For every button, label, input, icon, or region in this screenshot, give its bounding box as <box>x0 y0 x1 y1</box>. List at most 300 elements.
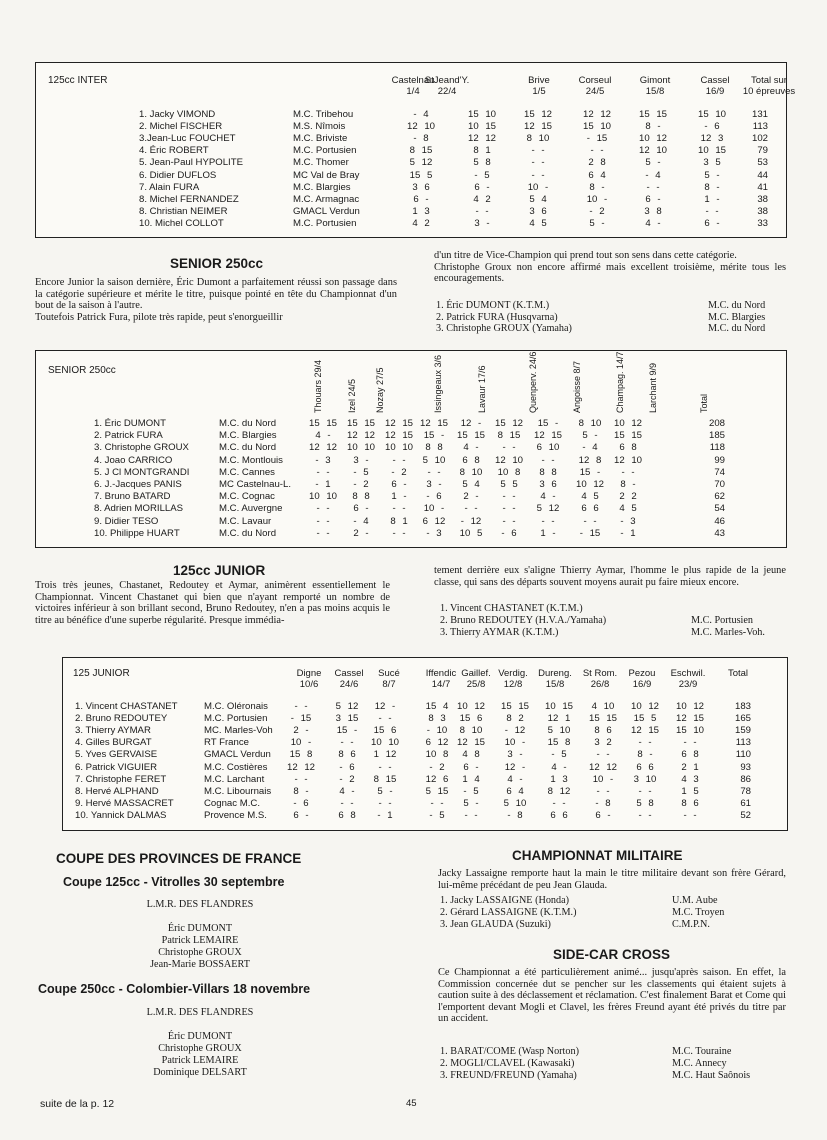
table-row <box>63 749 787 761</box>
rider-name: 10. Yannick DALMAS <box>75 809 167 821</box>
score-cell: 8 - <box>645 121 661 133</box>
score-cell: - 12 <box>460 515 482 527</box>
score-cell: 15 15 <box>500 701 529 712</box>
score-cell: - - <box>646 181 660 193</box>
column-header-name: Iffendic <box>425 668 457 679</box>
total-cell: 86 <box>740 773 751 785</box>
footer-continued: suite de la p. 12 <box>40 1098 115 1110</box>
table-row <box>63 701 787 713</box>
table-row <box>63 774 787 786</box>
militaire-podium-club: M.C. Troyen <box>672 906 725 918</box>
total-cell: 131 <box>751 109 768 120</box>
rider-name: 10. Michel COLLOT <box>139 217 224 229</box>
score-cell: 10 15 <box>467 121 496 133</box>
total-cell: 93 <box>740 761 751 773</box>
score-cell: - - <box>638 809 652 821</box>
table-row <box>36 109 786 121</box>
score-cell: 12 12 <box>588 761 617 773</box>
score-cell: 8 8 <box>425 442 443 454</box>
score-cell: 10 12 <box>638 133 667 145</box>
score-cell: 10 12 <box>613 418 642 429</box>
score-cell: - 5 <box>551 749 567 761</box>
rider-name: 7. Christophe FERET <box>75 773 167 785</box>
score-cell: - - <box>583 515 597 527</box>
column-header-name: Total <box>727 668 749 679</box>
score-cell: 15 5 <box>633 713 657 725</box>
column-header-date: 10/6 <box>299 679 319 690</box>
score-cell: 10 12 <box>575 479 604 490</box>
club-name: M.C. Thomer <box>293 157 349 169</box>
score-cell: - - <box>638 785 652 797</box>
table-row <box>36 418 786 430</box>
total-cell: 70 <box>714 479 725 490</box>
score-cell: 4 5 <box>581 491 599 503</box>
rider-name: 8. Hervé ALPHAND <box>75 785 159 797</box>
total-cell: 118 <box>709 442 725 454</box>
table-row <box>36 133 786 145</box>
table-row <box>36 194 786 206</box>
junior-podium-rider: 1. Vincent CHASTANET (K.T.M.) <box>440 603 583 614</box>
column-header-name: Corseul <box>578 75 612 86</box>
sidecar-podium-rider: 3. FREUND/FREUND (Yamaha) <box>440 1069 577 1081</box>
score-cell: 10 - <box>586 193 608 205</box>
score-cell: 8 10 <box>459 466 483 478</box>
score-cell: 10 12 <box>630 701 659 712</box>
total-cell: 44 <box>757 169 768 181</box>
score-cell: - 15 <box>586 133 608 145</box>
column-header-date: 24/6 <box>339 679 359 690</box>
score-cell: 4 2 <box>412 217 430 229</box>
score-cell: 15 12 <box>494 418 523 429</box>
score-cell: - 8 <box>507 809 523 821</box>
rider-name: 3. Christophe GROUX <box>94 442 189 454</box>
table-row <box>36 170 786 182</box>
senior-podium-club: M.C. Blargies <box>708 311 766 323</box>
senior-table-title: SENIOR 250cc <box>48 365 116 376</box>
club-name: M.C. Oléronais <box>204 701 268 712</box>
score-cell: 12 15 <box>456 737 485 749</box>
score-cell: 8 - <box>293 785 309 797</box>
score-cell: - 4 <box>413 109 429 120</box>
total-cell: 113 <box>752 121 768 133</box>
rider-name: 10. Philippe HUART <box>94 527 180 539</box>
table-row <box>63 725 787 737</box>
rider-name: 8. Adrien MORILLAS <box>94 503 184 515</box>
column-header-name: Verdig. <box>498 668 528 679</box>
junior-para-left: Trois très jeunes, Chastanet, Redoutey et Aymar, animèrent essentiellement le Championnat. Vincent Chastanet qui bien que n'ayant remporté un nombre de victoires inférieur à son brillant second, Bruno Redoutey, n'en a pas moins acquis le titre au bénéfice d'une superbe régularité. Presque immédia- <box>35 580 390 626</box>
score-cell: - 5 <box>463 785 479 797</box>
table-row <box>63 762 787 774</box>
score-cell: 12 12 <box>308 442 337 454</box>
score-cell: 6 - <box>463 761 479 773</box>
score-cell: 6 12 <box>425 737 449 749</box>
sidecar-podium-rider: 2. MOGLI/CLAVEL (Kawasaki) <box>440 1057 575 1069</box>
club-name: MC Castelnau-L. <box>219 479 291 490</box>
score-cell: - 8 <box>595 797 611 809</box>
table-row <box>36 528 786 540</box>
score-cell: 5 12 <box>536 503 560 515</box>
score-cell: 10 8 <box>497 466 521 478</box>
column-header: Champag. 14/7 <box>615 351 625 413</box>
table-row <box>36 467 786 479</box>
score-cell: 6 6 <box>581 503 599 515</box>
column-header-date: 16/9 <box>705 86 725 97</box>
score-cell: 15 - <box>537 418 559 429</box>
club-name: M.C. Larchant <box>204 773 265 785</box>
score-cell: 8 8 <box>352 491 370 503</box>
coupe-125-title: Coupe 125cc - Vitrolles 30 septembre <box>63 875 285 889</box>
column-header-name: StJeand'Y. <box>424 75 470 86</box>
score-cell: 12 12 <box>467 133 496 145</box>
rider-name: 5. Yves GERVAISE <box>75 749 158 761</box>
score-cell: 5 - <box>377 785 393 797</box>
score-cell: 15 15 <box>456 430 485 442</box>
score-cell: 5 - <box>582 430 598 442</box>
militaire-para: Jacky Lassaigne remporte haut la main le titre militaire devant son frère Gérard, lui-même précédant de peu Jean Glauda. <box>438 868 786 891</box>
junior-table-title: 125 JUNIOR <box>73 668 130 679</box>
score-cell: 15 8 <box>289 749 313 761</box>
senior-para-right: d'un titre de Vice-Champion qui prend tout son sens dans cette catégorie. Christophe Groux non encore affirmé mais excellent troisième, mérite tous les encouragements. <box>434 250 786 285</box>
column-header-date: 12/8 <box>503 679 523 690</box>
score-cell: 3 6 <box>412 181 430 193</box>
page-number: 45 <box>406 1098 417 1109</box>
coupe-250-team: L.M.R. DES FLANDRES <box>146 1007 254 1018</box>
club-name: GMACL Verdun <box>204 749 271 761</box>
score-cell: 4 - <box>507 773 523 785</box>
score-cell: 2 2 <box>619 491 637 503</box>
score-cell: 5 8 <box>636 797 654 809</box>
score-cell: 12 8 <box>578 454 602 466</box>
score-cell: - - <box>378 797 392 809</box>
score-cell: 15 15 <box>638 109 667 120</box>
total-cell: 54 <box>714 503 725 515</box>
score-cell: 10 15 <box>544 701 573 712</box>
score-cell: 10 10 <box>346 442 375 454</box>
rider-name: 4. Éric ROBERT <box>139 145 209 157</box>
score-cell: 10 - <box>592 773 614 785</box>
sidecar-title: SIDE-CAR CROSS <box>553 947 671 962</box>
score-cell: - - <box>316 466 330 478</box>
militaire-title: CHAMPIONNAT MILITAIRE <box>512 848 683 863</box>
score-cell: 1 4 <box>462 773 480 785</box>
score-cell: 3 6 <box>539 479 557 490</box>
score-cell: 6 - <box>704 217 720 229</box>
score-cell: 4 - <box>463 442 479 454</box>
score-cell: 10 8 <box>425 749 449 761</box>
score-cell: - - <box>464 503 478 515</box>
score-cell: 6 8 <box>338 809 356 821</box>
score-cell: - - <box>475 205 489 217</box>
score-cell: 12 10 <box>638 145 667 157</box>
column-header-date: 23/9 <box>678 679 698 690</box>
score-cell: 12 15 <box>384 418 413 429</box>
score-cell: 4 - <box>645 217 661 229</box>
coupe-rider: Christophe GROUX <box>158 947 242 958</box>
score-cell: - 2 <box>353 479 369 490</box>
score-cell: 10 5 <box>459 527 483 539</box>
senior-podium-club: M.C. du Nord <box>708 300 766 311</box>
score-cell: 12 12 <box>346 430 375 442</box>
column-header-name: Dureng. <box>538 668 572 679</box>
column-header-date: 1/5 <box>532 86 546 97</box>
score-cell: 8 1 <box>473 145 491 157</box>
junior-podium-rider: 3. Thierry AYMAR (K.T.M.) <box>440 626 559 638</box>
score-cell: 15 15 <box>308 418 337 429</box>
score-cell: - - <box>541 515 555 527</box>
column-header-name: Digne <box>296 668 322 679</box>
club-name: M.C. Portusien <box>293 145 357 157</box>
column-header-date: 10 épreuves <box>742 86 796 97</box>
table-row <box>63 798 787 810</box>
table-row <box>36 145 786 157</box>
score-cell: 8 2 <box>506 713 524 725</box>
total-cell: 33 <box>757 217 768 229</box>
score-cell: 6 - <box>645 193 661 205</box>
score-cell: 5 4 <box>529 193 547 205</box>
score-cell: 6 - <box>413 193 429 205</box>
table-row <box>36 218 786 230</box>
rider-name: 6. Didier DUFLOS <box>139 169 217 181</box>
score-cell: 15 - <box>423 430 445 442</box>
column-header <box>407 75 487 97</box>
score-cell: 12 15 <box>533 430 562 442</box>
score-cell: - - <box>294 701 308 712</box>
inter-table <box>35 62 796 238</box>
table-row <box>36 121 786 133</box>
score-cell: 15 15 <box>346 418 375 429</box>
score-cell: 15 15 <box>588 713 617 725</box>
club-name: M.C. Blargies <box>219 430 277 442</box>
score-cell: 15 10 <box>467 109 496 120</box>
score-cell: 6 - <box>595 809 611 821</box>
coupe-rider: Christophe GROUX <box>158 1043 242 1054</box>
score-cell: - 2 <box>391 466 407 478</box>
coupe-title: COUPE DES PROVINCES DE FRANCE <box>56 851 302 866</box>
score-cell: 6 8 <box>681 749 699 761</box>
score-cell: 5 - <box>704 169 720 181</box>
score-cell: - - <box>531 169 545 181</box>
score-cell: - 2 <box>589 205 605 217</box>
total-cell: 99 <box>714 454 725 466</box>
club-name: M.C. du Nord <box>219 527 277 539</box>
column-header-name: Pezou <box>628 668 656 679</box>
militaire-podium-club: C.M.P.N. <box>672 918 710 930</box>
junior-section-title: 125cc JUNIOR <box>173 563 266 578</box>
score-cell: 4 8 <box>462 749 480 761</box>
score-cell: - - <box>427 466 441 478</box>
score-cell: 10 - <box>290 737 312 749</box>
score-cell: - 6 <box>426 491 442 503</box>
score-cell: 10 - <box>527 181 549 193</box>
score-cell: 8 8 <box>539 466 557 478</box>
score-cell: - - <box>621 466 635 478</box>
junior-table <box>62 657 788 831</box>
rider-name: 2. Bruno REDOUTEY <box>75 713 168 725</box>
club-name: RT France <box>204 737 249 749</box>
coupe-250-title: Coupe 250cc - Colombier-Villars 18 novembre <box>38 982 311 996</box>
score-cell: 12 15 <box>384 430 413 442</box>
score-cell: 15 10 <box>675 725 704 737</box>
score-cell: - 3 <box>315 454 331 466</box>
table-row <box>36 491 786 503</box>
score-cell: 3 2 <box>594 737 612 749</box>
club-name: M.C. Auvergne <box>219 503 283 515</box>
rider-name: 9. Hervé MASSACRET <box>75 797 174 809</box>
score-cell: - - <box>596 785 610 797</box>
column-header-name: Gimont <box>639 75 671 86</box>
sidecar-podium-club: M.C. Touraine <box>672 1046 732 1057</box>
total-cell: 78 <box>740 785 751 797</box>
junior-podium-rider: 2. Bruno REDOUTEY (H.V.A./Yamaha) <box>440 614 607 626</box>
score-cell: - - <box>316 527 330 539</box>
score-cell: 4 2 <box>473 193 491 205</box>
score-cell: - 3 <box>426 527 442 539</box>
score-cell: 12 12 <box>582 109 611 120</box>
senior-podium-rider: 3. Christophe GROUX (Yamaha) <box>436 323 572 334</box>
score-cell: - 6 <box>501 527 517 539</box>
coupe-rider: Patrick LEMAIRE <box>161 935 239 946</box>
score-cell: 8 10 <box>578 418 602 429</box>
total-cell: 53 <box>757 157 768 169</box>
club-name: M.C. du Nord <box>219 418 277 429</box>
score-cell: - - <box>392 503 406 515</box>
score-cell: - - <box>531 145 545 157</box>
score-cell: 2 - <box>353 527 369 539</box>
column-header-name: Brive <box>528 75 550 86</box>
score-cell: - 4 <box>582 442 598 454</box>
table-row <box>36 479 786 491</box>
score-cell: 5 12 <box>335 701 359 712</box>
club-name: M.C. Blargies <box>293 181 351 193</box>
total-cell: 110 <box>735 749 751 761</box>
score-cell: - - <box>590 145 604 157</box>
score-cell: 6 4 <box>588 169 606 181</box>
score-cell: 8 12 <box>547 785 571 797</box>
score-cell: - - <box>464 809 478 821</box>
score-cell: - - <box>340 797 354 809</box>
rider-name: 8. Christian NEIMER <box>139 205 228 217</box>
score-cell: 1 5 <box>681 785 699 797</box>
column-header-date: 22/4 <box>437 86 457 97</box>
column-header: Quenperv. 24/6 <box>528 351 538 413</box>
rider-name: 5. J Cl MONTGRANDI <box>94 466 190 478</box>
club-name: M.C. Libournais <box>204 785 272 797</box>
score-cell: 12 1 <box>547 713 571 725</box>
total-cell: 38 <box>757 205 768 217</box>
rider-name: 6. J.-Jacques PANIS <box>94 479 182 490</box>
column-header: Nozay 27/5 <box>375 367 385 413</box>
column-header <box>698 668 778 679</box>
table-row <box>36 430 786 442</box>
rider-name: 6. Patrick VIGUIER <box>75 761 158 773</box>
rider-name: 5. Jean-Paul HYPOLITE <box>139 157 243 169</box>
score-cell: 5 10 <box>547 725 571 737</box>
column-header: Total <box>699 393 709 413</box>
rider-name: 3.Jean-Luc FOUCHET <box>139 133 236 145</box>
column-header-date: 8/7 <box>382 679 396 690</box>
score-cell: - 6 <box>339 761 355 773</box>
coupe-rider: Éric DUMONT <box>167 1031 233 1042</box>
score-cell: - 8 <box>413 133 429 145</box>
rider-name: 2. Patrick FURA <box>94 430 163 442</box>
total-cell: 62 <box>714 491 725 503</box>
score-cell: 1 3 <box>412 205 430 217</box>
column-header-name: Cassel <box>700 75 730 86</box>
score-cell: 5 15 <box>425 785 449 797</box>
score-cell: - 2 <box>339 773 355 785</box>
score-cell: - 4 <box>353 515 369 527</box>
score-cell: - 2 <box>429 761 445 773</box>
score-cell: 12 15 <box>419 418 448 429</box>
table-row <box>63 737 787 749</box>
senior-podium-club: M.C. du Nord <box>708 323 766 334</box>
coupe-rider: Éric DUMONT <box>167 923 233 934</box>
score-cell: - - <box>502 503 516 515</box>
score-cell: 5 12 <box>409 157 433 169</box>
score-cell: 15 6 <box>373 725 397 737</box>
score-cell: 12 15 <box>523 121 552 133</box>
score-cell: - 4 <box>645 169 661 181</box>
column-header-date: 15/8 <box>545 679 565 690</box>
score-cell: 10 10 <box>308 491 337 503</box>
score-cell: 5 5 <box>500 479 518 490</box>
score-cell: 3 6 <box>529 205 547 217</box>
score-cell: 12 10 <box>406 121 435 133</box>
club-name: M.C. Portusien <box>204 713 268 725</box>
score-cell: 4 5 <box>529 217 547 229</box>
junior-podium-club: M.C. Marles-Voh. <box>691 626 765 638</box>
sidecar-para: Ce Championnat a été particulièrement animé... jusqu'après saison. En effet, la Commission concernée dut se pencher sur les classements qui étaient sujets à caution suite à des déclassement et réclamation. C'est finalement Barat et Come qui l'emportent devant Mogli et Clavel, les frères Freund ayant été privés du titre par un accident. <box>438 967 786 1025</box>
club-name: M.S. Nîmois <box>293 121 346 133</box>
score-cell: 10 10 <box>370 737 399 749</box>
score-cell: 12 10 <box>613 454 642 466</box>
rider-name: 3. Thierry AYMAR <box>75 725 151 737</box>
score-cell: 4 - <box>315 430 331 442</box>
column-header-name: Castelnau <box>391 75 435 86</box>
score-cell: 6 - <box>474 181 490 193</box>
score-cell: - 5 <box>474 169 490 181</box>
column-header: Izel 24/5 <box>347 378 357 413</box>
club-name: M.C. Briviste <box>293 133 348 145</box>
table-row <box>36 516 786 528</box>
score-cell: 15 10 <box>582 121 611 133</box>
militaire-podium-rider: 1. Jacky LASSAIGNE (Honda) <box>440 895 570 906</box>
total-cell: 159 <box>734 725 751 737</box>
club-name: MC. Marles-Voh <box>204 725 273 737</box>
score-cell: - 3 <box>620 515 636 527</box>
table-row <box>36 442 786 454</box>
coupe-rider: Patrick LEMAIRE <box>161 1055 239 1066</box>
score-cell: 3 - <box>474 217 490 229</box>
score-cell: 8 15 <box>497 430 521 442</box>
total-cell: 165 <box>734 713 751 725</box>
table-row <box>36 157 786 169</box>
score-cell: 15 10 <box>697 109 726 120</box>
total-cell: 38 <box>757 193 768 205</box>
column-header <box>729 75 809 97</box>
column-header-name: Eschwil. <box>670 668 706 679</box>
score-cell: 3 15 <box>335 713 359 725</box>
score-cell: 3 8 <box>644 205 662 217</box>
score-cell: 5 - <box>645 157 661 169</box>
club-name: M.C. du Nord <box>219 442 277 454</box>
score-cell: - - <box>531 157 545 169</box>
score-cell: 10 12 <box>675 701 704 712</box>
rider-name: 7. Alain FURA <box>139 181 200 193</box>
club-name: M.C. Tribehou <box>293 109 354 120</box>
column-header-date: 25/8 <box>466 679 486 690</box>
score-cell: - 12 <box>504 725 526 737</box>
